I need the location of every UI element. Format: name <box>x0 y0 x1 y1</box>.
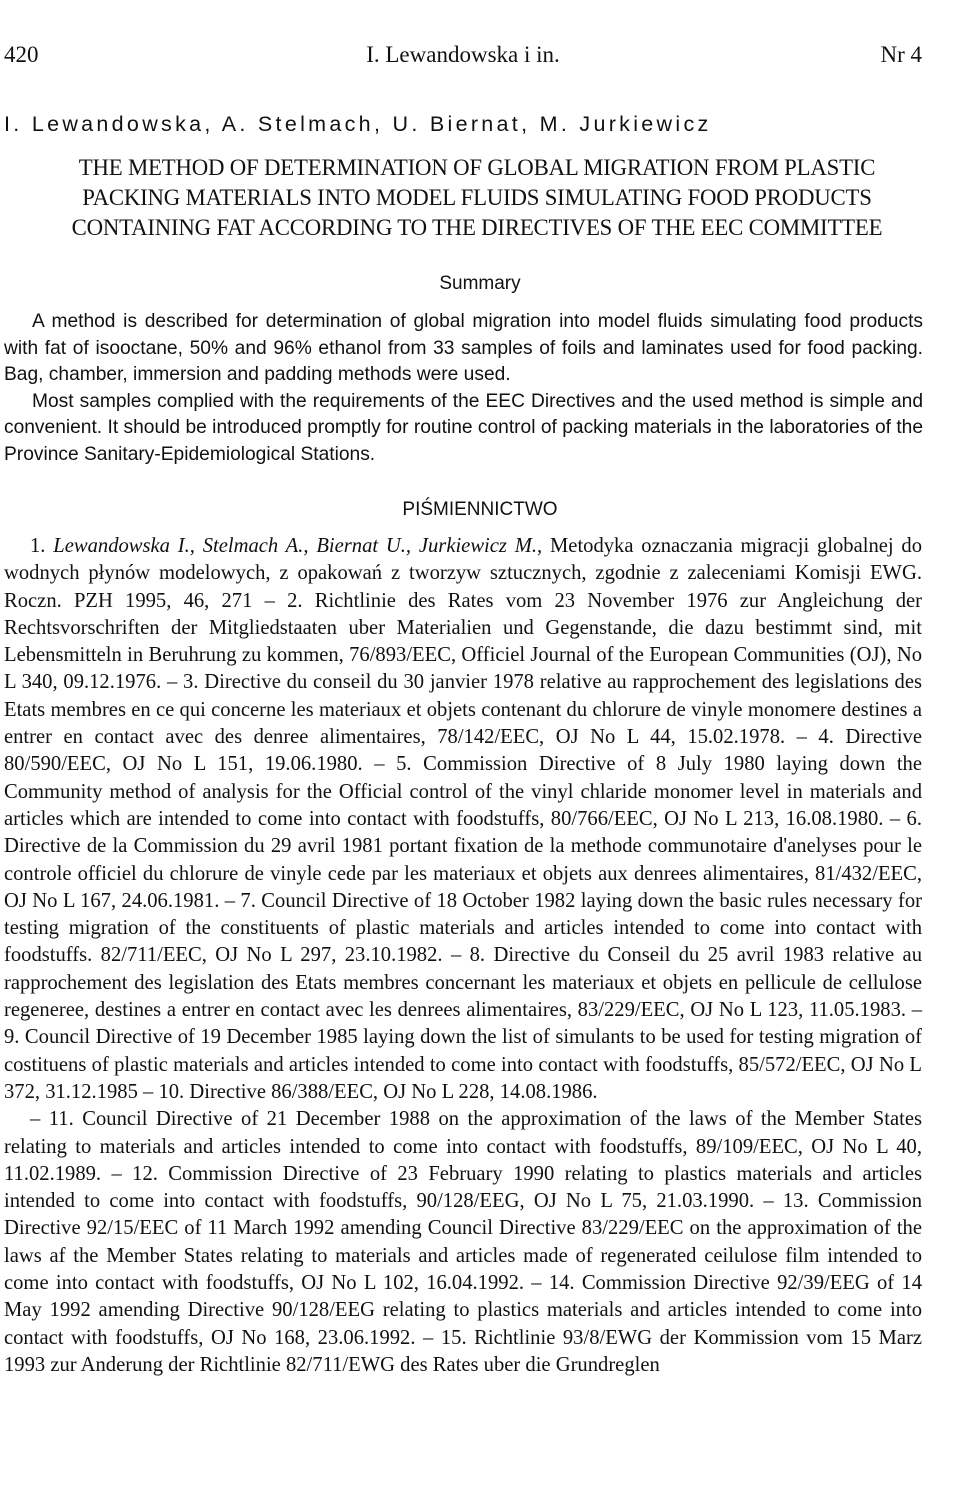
reference-paragraph <box>4 533 922 1106</box>
summary-heading: Summary <box>439 273 521 294</box>
title-line: PACKING MATERIALS INTO MODEL FLUIDS SIMULATING FOOD PRODUCTS <box>82 185 872 210</box>
title-line: CONTAINING FAT ACCORDING TO THE DIRECTIVES OF THE EEC COMMITTEE <box>71 215 883 240</box>
article-title <box>4 153 950 243</box>
running-header <box>4 40 922 70</box>
references-heading: PIŚMIENNICTWO <box>402 499 558 520</box>
page-number: 420 <box>4 42 39 67</box>
title-line: THE METHOD OF DETERMINATION OF GLOBAL MIGRATION FROM PLASTIC <box>78 155 876 180</box>
reference-paragraph: – 11. Council Directive of 21 December 1988 on the approximation of the laws of the Member States relating to materials and articles intended to come into contact with foodstuffs, 89/109/EEC, OJ No L 40, 11.02.1989. – 12. Commission Directive of 23 February 1990 relating to plastics materials and articles intended to come into contact with foodstuffs, 90/128/EEG, OJ No L 75, 21.03.1990. – 13. Commission Directive 92/15/EEC of 11 March 1992 amending Council Directive 83/229/EEC on the approximation of the laws af the Member States relating to materials and articles made of regenerated ceilulose film intended to come into contact with foodstuffs, OJ No L 102, 16.04.1992. – 14. Commission Directive 92/39/EEG of 14 May 1992 amending Directive 90/128/EEG relating to plastics materials and articles intended to come into contact with foodstuffs, OJ No 168, 23.06.1992. – 15. Richtlinie 93/8/EWG der Kommission vom 15 Marz 1993 zur Anderung der Richtlinie 82/711/EWG des Rates uber die Grundreglen <box>4 1108 922 1376</box>
running-title: I. Lewandowska i in. <box>366 42 560 67</box>
author-list: I. Lewandowska, A. Stelmach, U. Biernat, M. Jurkiewicz <box>4 112 712 136</box>
summary-paragraph: A method is described for determination of global migration into model fluids simulating food products with fat of isooctane, 50% and 96% ethanol from 33 samples of foils and laminates used for food packing. Bag, chamber, immersion and padding methods were used. <box>4 311 923 386</box>
summary-section <box>4 309 923 469</box>
references-section <box>4 533 922 1379</box>
reference-authors: Lewandowska I., Stelmach A., Biernat U., Jurkiewicz M. <box>53 535 538 557</box>
summary-paragraph: Most samples complied with the requirements of the EEC Directives and the used method is simple and convenient. It should be introduced promptly for routine control of packing materials in the laboratories of the Province Sanitary-Epidemiological Stations. <box>4 390 923 465</box>
reference-number: 1. <box>30 535 46 557</box>
issue-number: Nr 4 <box>880 42 922 67</box>
reference-text: , Metodyka oznaczania migracji globalnej do wodnych płynów modelowych, z opakowań z tworzyw sztucznych, zgodnie z zaleceniami Komisji EWG. Roczn. PZH 1995, 46, 271 – 2. Richtlinie des Rates vom 23 November 1976 zur Angleichung der Rechtsvorschriften der Mitgliedstaaten uber Materialien und Gegenstande, die dazu bestimmt sind, mit Lebensmitteln in Beruhrung zu kommen, 76/893/EEC, Officiel Journal of the European Communities (OJ), No L 340, 09.12.1976. – 3. Directive du conseil du 30 janvier 1978 relative au rapprochement des legislations des Etats membres en ce qui concerne les materiaux et objets contenant du chlorure de vinyle monomere destines a entrer en contact avec des denree alimentaires, 78/142/EEC, OJ No L 44, 15.02.1978. – 4. Directive 80/590/EEC, OJ No L 151, 19.06.1980. – 5. Commission Directive of 8 July 1980 laying down the Community method of analysis for the Official control of the vinyl chlaride monomer level in materials and articles which are intended to come into contact with foodstuffs, 80/766/EEC, OJ No L 213, 16.08.1980. – 6. Directive de la Commission du 29 avril 1981 portant fixation de la methode communotaire d'anelyses pour le controle officiel du chlorure de vinyle cede par les materiaux et objets aux denrees alimentaires, 81/432/EEC, OJ No L 167, 24.06.1981. – 7. Council Directive of 18 October 1982 laying down the basic rules necessary for testing migration of the constituents of plastic materials and articles intended to come into contact with foodstuffs. 82/711/EEC, OJ No L 297, 23.10.1982. – 8. Directive du Conseil du 25 avril 1983 relative au rapprochement des legislation des Etats membres concernant les materiaux et objets en pellicule de cellulose regeneree, destines a entrer en contact avec les denrees alimentaires, 83/229/EEC, OJ No L 123, 11.05.1983. – 9. Council Directive of 19 December 1985 laying down the list of simulants to be used for testing migration of costituens of plastic materials and articles intended to come into contact with foodstuffs, 85/572/EEC, OJ No L 372, 31.12.1985 – 10. Directive 86/388/EEC, OJ No L 228, 14.08.1986. <box>4 535 923 1103</box>
